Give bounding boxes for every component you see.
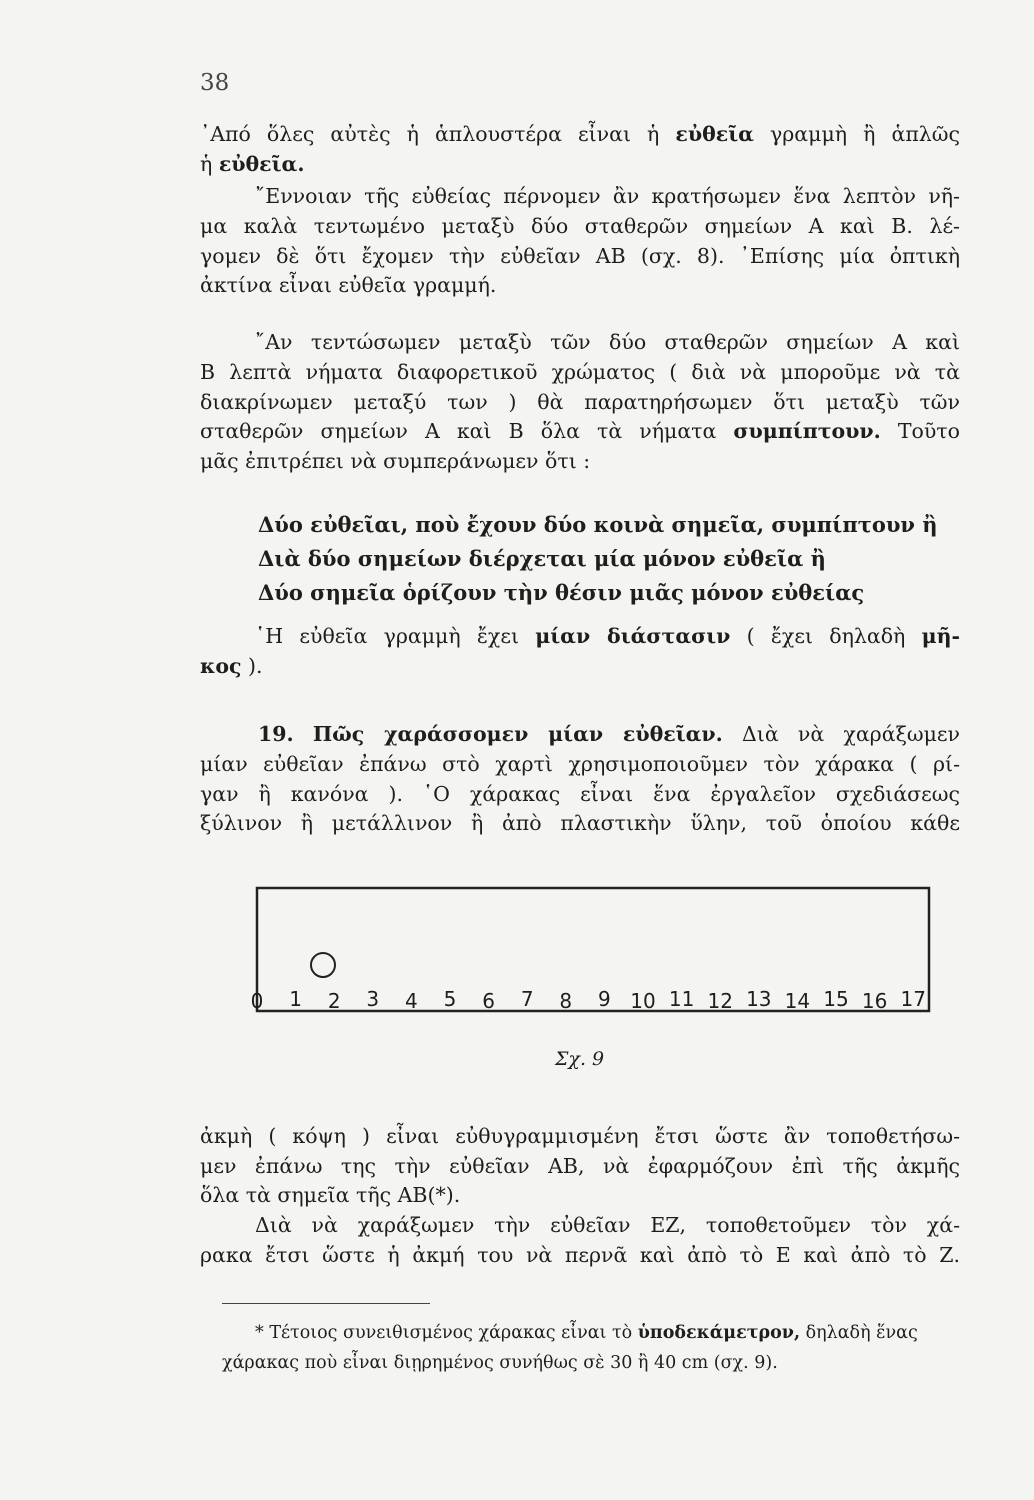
paragraph-edge: ἀκμὴ ( κόψη ) εἶναι εὐθυγραμμισμένη ἔτσι ὥστε ἂν τοποθετήσω- μεν ἐπάνω της τὴν εὐθεῖαν ΑΒ, νὰ ἐφαρμόζουν ἐπὶ τῆς ἀκμῆς ὅλα τὰ σημεῖα τῆς ΑΒ(*). xyxy=(200,1124,960,1208)
ruler-tick-label: 5 xyxy=(443,987,457,1011)
ruler-tick-label: 9 xyxy=(598,987,611,1011)
paragraph-threads-cont: Β λεπτὰ νήματα διαφορετικοῦ χρώματος ( διὰ νὰ μποροῦμε νὰ τὰ διακρίνωμεν μεταξύ των ) θὰ παρατηρήσωμεν ὅτι μεταξὺ τῶν σταθερῶν σημείων Α καὶ Β ὅλα τὰ νήματα συμπίπτουν. Τοῦτο μᾶς ἐπιτρέπει νὰ συμπεράνωμεν ὅτι : xyxy=(200,360,960,473)
paragraph-intro: ᾿Από ὅλες αὐτὲς ἡ ἁπλουστέρα εἶναι ἡ εὐθεῖα γραμμὴ ἢ ἁπλῶς ἡ εὐθεῖα. xyxy=(200,122,960,176)
ruler-tick-label: 2 xyxy=(327,989,341,1013)
ruler-tick-label: 16 xyxy=(861,989,888,1013)
ruler-tick-label: 6 xyxy=(482,989,495,1013)
axiom-1: Δύο εὐθεῖαι, ποὺ ἔχουν δύο κοινὰ σημεῖα, συμπίπτουν ἢ xyxy=(258,512,938,537)
ruler-ticks xyxy=(251,987,926,1013)
axiom-3: Δύο σημεῖα ὁρίζουν τὴν θέσιν μιᾶς μόνον εὐθείας xyxy=(258,580,865,605)
ruler-tick-label: 11 xyxy=(668,987,695,1011)
ruler-tick-label: 4 xyxy=(405,989,418,1013)
ruler-tick-label: 17 xyxy=(900,987,926,1011)
paragraph-dimension-cont: κος ). xyxy=(200,654,263,678)
ruler-tick-label: 14 xyxy=(784,989,811,1013)
ruler-tick-label: 7 xyxy=(520,987,534,1011)
paragraph-concept-cont: μα καλὰ τεντωμένο μεταξὺ δύο σταθερῶν σημείων Α καὶ Β. λέ- γομεν δὲ ὅτι ἔχομεν τὴν εὐθεῖαν ΑΒ (σχ. 8). ᾿Επίσης μία ὀπτικὴ ἀκτίνα εἶναι εὐθεῖα γραμμή. xyxy=(200,214,960,298)
ruler-tick-label: 0 xyxy=(250,989,264,1013)
section-19: 19. Πῶς χαράσσομεν μίαν εὐθεῖαν. Διὰ νὰ χαράξωμεν xyxy=(258,722,960,746)
section-title: Πῶς χαράσσομεν μίαν εὐθεῖαν. xyxy=(312,722,723,746)
ruler-tick-label: 13 xyxy=(746,987,772,1011)
section-19-body: μίαν εὐθεῖαν ἐπάνω στὸ χαρτὶ χρησιμοποιοῦμεν τὸν χάρακα ( ρί- γαν ἢ κανόνα ). ῾Ο χάρακας εἶναι ἕνα ἐργαλεῖον σχεδιάσεως ξύλινον ἢ μετάλλινον ἢ ἀπὸ πλαστικὴν ὕλην, τοῦ ὁποίου κάθε xyxy=(200,752,960,836)
axiom-2: Διὰ δύο σημείων διέρχεται μία μόνον εὐθεῖα ἢ xyxy=(258,546,826,571)
ruler-tick-label: 15 xyxy=(823,987,849,1011)
figure-caption: Σχ. 9 xyxy=(555,1048,605,1070)
ruler-tick-label: 10 xyxy=(630,989,656,1013)
ruler-svg xyxy=(250,868,931,1018)
section-number: 19. xyxy=(258,722,294,746)
paragraph-threads: ῎Αν τεντώσωμεν μεταξὺ τῶν δύο σταθερῶν σημείων Α καὶ xyxy=(255,330,960,354)
paragraph-concept: ῎Εννοιαν τῆς εὐθείας πέρνομεν ἂν κρατήσωμεν ἕνα λεπτὸν νῆ- xyxy=(255,184,960,208)
footnote: * Τέτοιος συνειθισμένος χάρακας εἶναι τὸ ὑποδεκάμετρον, δηλαδὴ ἕνας xyxy=(255,1323,918,1343)
ruler-tick-label: 8 xyxy=(559,989,573,1013)
ruler-figure xyxy=(250,868,931,1018)
ruler-tick-label: 3 xyxy=(366,987,380,1011)
paragraph-draw: Διὰ νὰ χαράξωμεν τὴν εὐθεῖαν ΕΖ, τοποθετοῦμεν τὸν χά- xyxy=(255,1213,960,1237)
ruler-tick-label: 12 xyxy=(707,989,733,1013)
ruler-hole xyxy=(311,953,335,977)
paragraph-dimension: ῾Η εὐθεῖα γραμμὴ ἔχει μίαν διάστασιν ( ἔχει δηλαδὴ μῆ- xyxy=(255,624,960,648)
page-number: 38 xyxy=(200,70,230,96)
ruler-tick-label: 1 xyxy=(289,987,302,1011)
footnote-separator xyxy=(222,1303,430,1304)
axiom-statements xyxy=(258,508,938,610)
paragraph-draw-cont: ρακα ἔτσι ὥστε ἡ ἀκμή του νὰ περνᾶ καὶ ἀπὸ τὸ Ε καὶ ἀπὸ τὸ Ζ. xyxy=(200,1243,960,1267)
footnote-cont: χάρακας ποὺ εἶναι διῃρημένος συνήθως σὲ 30 ἢ 40 cm (σχ. 9). xyxy=(222,1353,778,1373)
